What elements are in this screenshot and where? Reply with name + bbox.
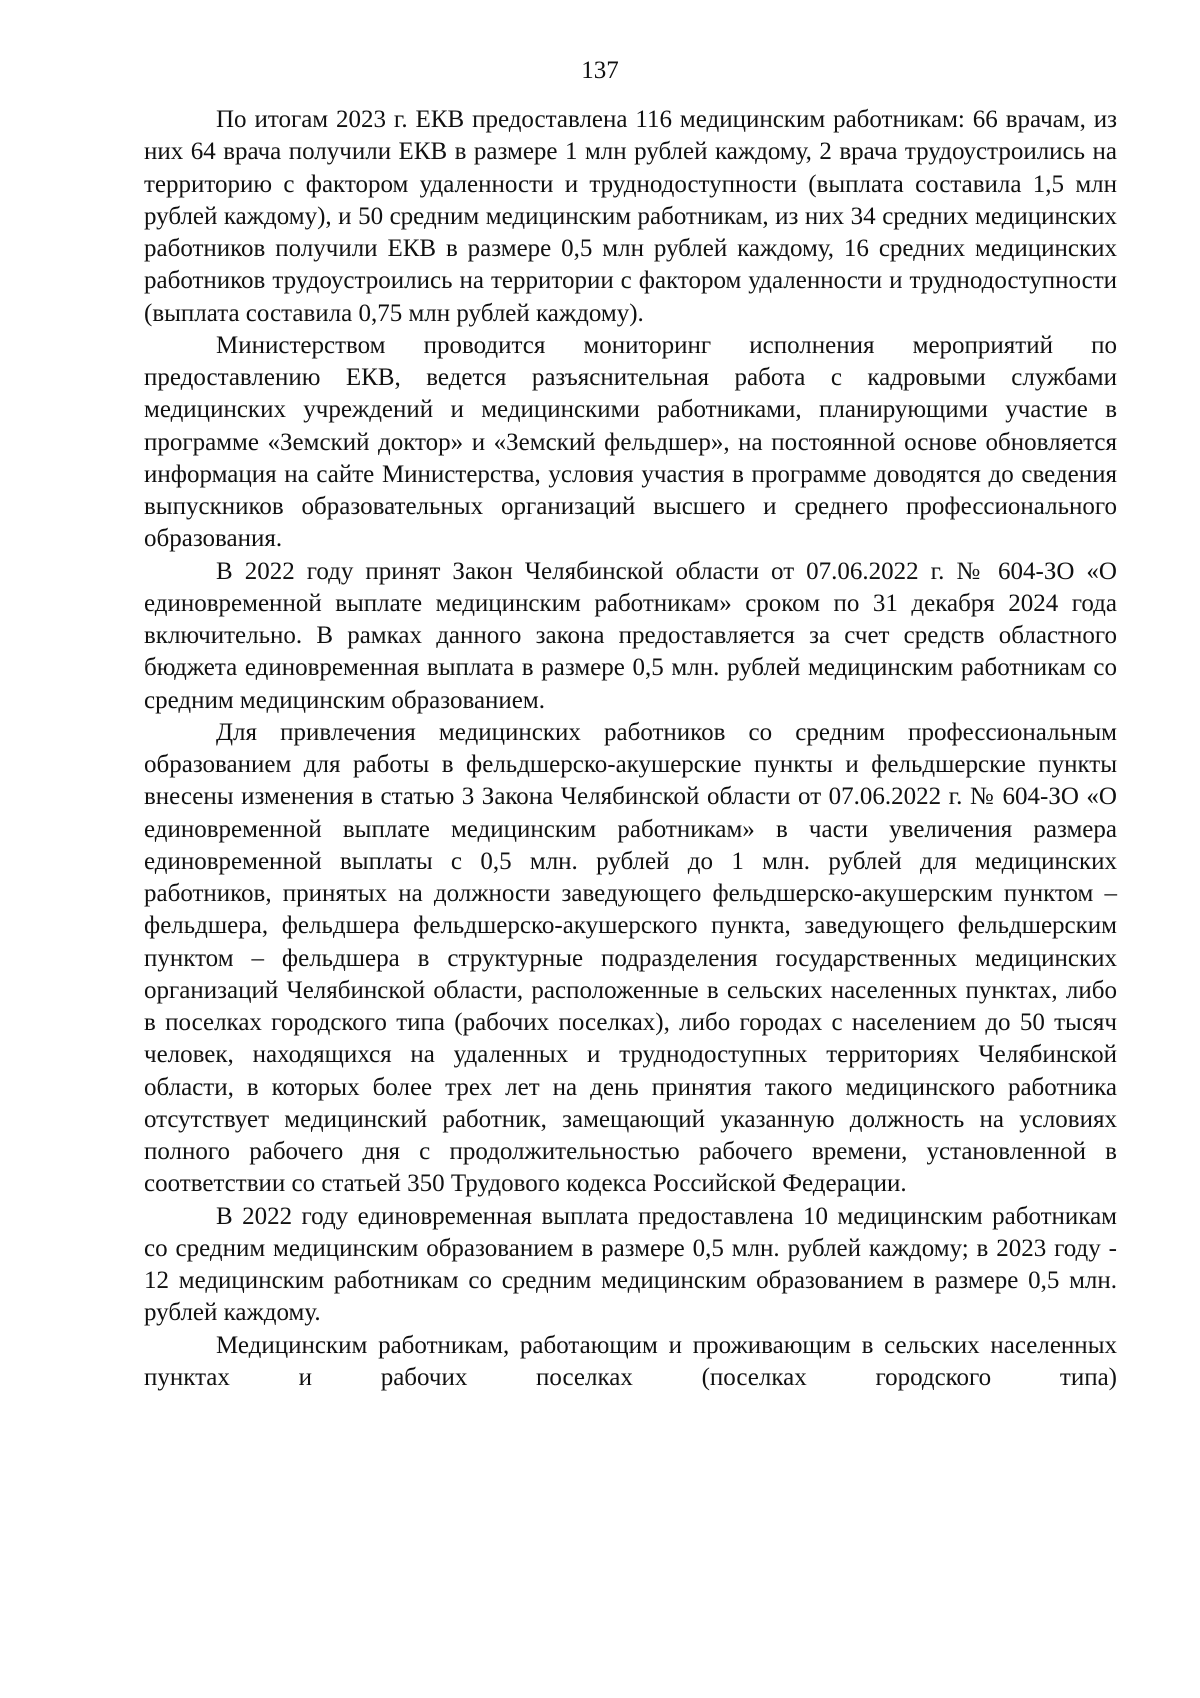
paragraph-payments-2022-2023: В 2022 году единовременная выплата предоставлена 10 медицинским работникам со средним медицинским образованием в размере 0,5 млн. рублей каждому; в 2023 году - 12 медицинским работникам со средним медицинским образованием в размере 0,5 млн. рублей каждому. [144,1202,1117,1327]
paragraph-rural-workers: Медицинским работникам, работающим и проживающим в сельских населенных пунктах и рабочих поселках (поселках городского типа) [144,1331,1117,1391]
paragraph-ekv-results-2023: По итогам 2023 г. ЕКВ предоставлена 116 медицинским работникам: 66 врачам, из них 64 врача получили ЕКВ в размере 1 млн рублей каждому, 2 врача трудоустроились на территорию с фактором удаленности и труднодоступности (выплата составила 1,5 млн рублей каждому), и 50 средним медицинским работникам, из них 34 средних медицинских работников получили ЕКВ в размере 0,5 млн рублей каждому, 16 средних медицинских работников трудоустроились на территории с фактором удаленности и труднодоступности (выплата составила 0,75 млн рублей каждому). [144,106,1117,327]
page-number: 137 [581,57,619,84]
paragraph-ministry-monitoring: Министерством проводится мониторинг исполнения мероприятий по предоставлению ЕКВ, ведется разъяснительная работа с кадровыми службами медицинских учреждений и медицинскими работниками, планирующими участие в программе «Земский доктор» и «Земский фельдшер», на постоянной основе обновляется информация на сайте Министерства, условия участия в программе доводятся до сведения выпускников образовательных организаций высшего и среднего профессионального образования. [144,331,1117,553]
paragraph-law-2022: В 2022 году принят Закон Челябинской области от 07.06.2022 г. № 604-ЗО «О единовременной выплате медицинским работникам» сроком по 31 декабря 2024 года включительно. В рамках данного закона предоставляется за счет средств областного бюджета единовременная выплата в размере 0,5 млн. рублей медицинским работникам со средним медицинским образованием. [144,557,1117,714]
document-body [144,104,1117,1394]
paragraph-law-amendments: Для привлечения медицинских работников со средним профессиональным образованием для работы в фельдшерско-акушерские пункты и фельдшерские пункты внесены изменения в статью 3 Закона Челябинской области от 07.06.2022 г. № 604-ЗО «О единовременной выплате медицинским работникам» в части увеличения размера единовременной выплаты с 0,5 млн. рублей до 1 млн. рублей для медицинских работников, принятых на должности заведующего фельдшерско-акушерским пунктом – фельдшера, фельдшера фельдшерско-акушерского пункта, заведующего фельдшерским пунктом – фельдшера в структурные подразделения государственных медицинских организаций Челябинской области, расположенные в сельских населенных пунктах, либо в поселках городского типа (рабочих поселках), либо городах с населением до 50 тысяч человек, находящихся на удаленных и труднодоступных территориях Челябинской области, в которых более трех лет на день принятия такого медицинского работника отсутствует медицинский работник, замещающий указанную должность на условиях полного рабочего дня с продолжительностью рабочего времени, установленной в соответствии со статьей 350 Трудового кодекса Российской Федерации. [144,718,1117,1198]
